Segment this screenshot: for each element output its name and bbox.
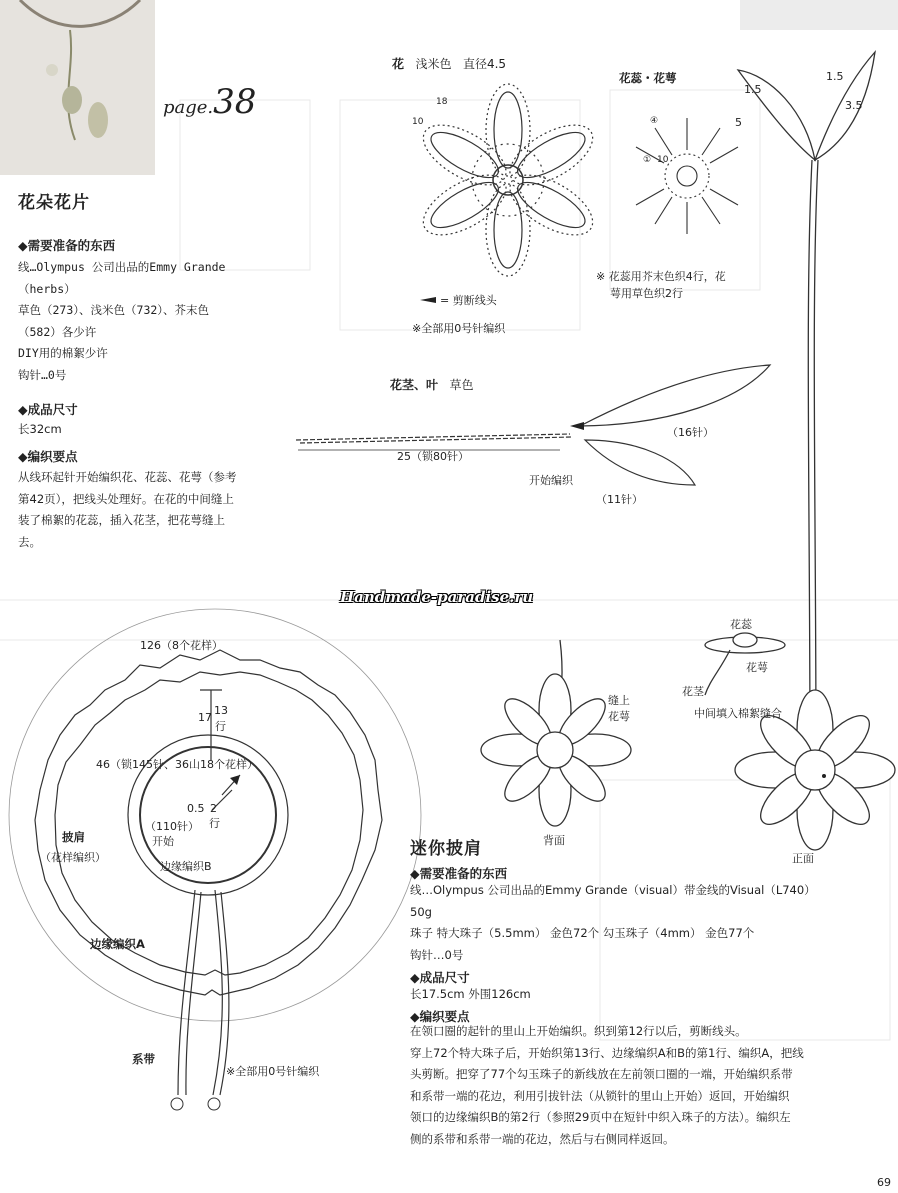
flower-size-text: 长32cm	[18, 422, 62, 436]
cape-section-title: 迷你披肩	[410, 839, 482, 859]
front-view-label: 正面	[792, 852, 814, 865]
materials-line: 钩针…0号	[18, 367, 67, 382]
tips-line: 去。	[18, 534, 41, 549]
page-number: 69	[877, 1176, 891, 1189]
assembly-calyx-label: 花萼	[746, 661, 768, 674]
materials-line: 50g	[410, 904, 432, 919]
cut-thread-legend: = 剪断线头	[440, 294, 497, 307]
cape-hook-note: ※全部用0号针编织	[226, 1065, 320, 1078]
tips-line: 第42页），把线头处理好。在花的中间缝上	[18, 491, 234, 506]
leaf-dim-5: 5	[735, 116, 742, 129]
cape-rows-2: 2	[210, 802, 217, 815]
stamen-title: 花蕊・花萼	[619, 71, 677, 85]
cape-top-count: 126（8个花样）	[140, 639, 223, 652]
cape-rows-unit: 行	[215, 720, 226, 733]
cape-rows-17: 17	[198, 711, 212, 724]
flower-diagram-title: 花 浅米色 直径4.5	[392, 57, 507, 71]
cape-tips-text	[410, 1021, 892, 1150]
cape-edge-b: 边缘编织B	[160, 860, 212, 873]
stem-chain-count: 25（锁80针）	[397, 450, 469, 463]
tips-line: 侧的系带和系带一端的花边，然后与右侧同样返回。	[410, 1131, 675, 1146]
cape-size-text: 长17.5cm 外围126cm	[410, 987, 531, 1001]
assembly-stem-label: 花茎	[682, 685, 704, 698]
watermark: Handmade-paradise.ru	[340, 588, 534, 606]
start-label: 开始编织	[529, 474, 573, 487]
page-label: page.38	[163, 82, 257, 122]
leaf-dim-1-5-left: 1.5	[744, 83, 762, 96]
cape-rows-2-unit: 行	[209, 817, 220, 830]
stamen-round-10: 10	[657, 155, 669, 165]
flower-section-title: 花朵花片	[18, 193, 90, 213]
sew-calyx-line-1: 缝上	[608, 694, 630, 707]
flower-size-heading: ◆成品尺寸	[18, 402, 78, 417]
materials-line: 珠子 特大珠子（5.5mm） 金色72个 勾玉珠子（4mm） 金色77个	[410, 926, 755, 940]
flower-hook-note: ※全部用0号针编织	[412, 322, 506, 335]
cape-label: 披肩	[62, 830, 85, 844]
leaf-top-count: （16针）	[667, 426, 714, 439]
back-view-label: 背面	[543, 834, 565, 847]
tips-line: 从线环起针开始编织花、花蕊、花萼（参考	[18, 470, 237, 484]
round-18-label: 18	[436, 97, 448, 107]
stamen-round-1: ①	[643, 155, 652, 165]
leaf-bottom-count: （11针）	[596, 493, 643, 506]
materials-line: 草色（273）、浅米色（732）、芥末色	[18, 303, 210, 317]
cape-materials-list	[410, 880, 890, 966]
stem-title: 花茎、叶 草色	[390, 378, 474, 392]
cape-tie-label: 系带	[132, 1052, 155, 1066]
cape-materials-heading: ◆需要准备的东西	[410, 866, 508, 881]
leaf-dim-1-5-right: 1.5	[826, 70, 844, 83]
sew-calyx-line-2: 花萼	[608, 710, 630, 723]
leaf-dim-3-5: 3.5	[845, 99, 863, 112]
cape-edge-a: 边缘编织A	[90, 937, 145, 951]
flower-tips-heading: ◆编织要点	[18, 449, 78, 464]
materials-line: 线…Olympus 公司出品的Emmy Grande	[18, 260, 226, 274]
tips-line: 头剪断。把穿了77个勾玉珠子的新线放在左前领口圈的一端，开始编织系带	[410, 1067, 793, 1081]
fill-cotton-note: 中间填入棉絮缝合	[694, 707, 782, 720]
materials-line: （herbs）	[18, 281, 76, 296]
round-10-label: 10	[412, 117, 424, 127]
assembly-stamen-label: 花蕊	[730, 618, 752, 631]
flower-materials-heading: ◆需要准备的东西	[18, 238, 116, 253]
stamen-note-1: ※ 花蕊用芥末色织4行，花	[596, 270, 726, 283]
tips-line: 穿上72个特大珠子后，开始织第13行、边缘编织A和B的第1行、编织A，把线	[410, 1045, 804, 1060]
stamen-round-4: ④	[650, 116, 659, 126]
stamen-note-2: 萼用草色织2行	[610, 287, 683, 300]
cape-size-heading: ◆成品尺寸	[410, 970, 470, 985]
cape-pattern-label: （花样编织）	[40, 851, 106, 864]
materials-line: （582）各少许	[18, 324, 97, 339]
tips-line: 和系带一端的花边，利用引拔针法（从锁针的里山上开始）返回，开始编织	[410, 1088, 790, 1103]
materials-line: 钩针…0号	[410, 947, 464, 962]
cape-dim-0-5: 0.5	[187, 802, 205, 815]
cape-start-count: （110针）	[145, 820, 199, 833]
cape-collar-count: 46（锁145针、36山18个花样）	[96, 758, 258, 771]
materials-line: 线…Olympus 公司出品的Emmy Grande（visual）带金线的Visual（L740）	[410, 883, 816, 897]
tips-line: 在领口圈的起针的里山上开始编织。织到第12行以后，剪断线头。	[410, 1024, 747, 1038]
cape-tips-heading: ◆编织要点	[410, 1009, 470, 1024]
cape-start-label: 开始	[152, 835, 174, 848]
materials-line: DIY用的棉絮少许	[18, 346, 108, 360]
cape-rows-13: 13	[214, 704, 228, 717]
tips-line: 装了棉絮的花蕊，插入花茎，把花萼缝上	[18, 513, 225, 527]
tips-line: 领口的边缘编织B的第2行（参照29页中在短针中织入珠子的方法）。编织左	[410, 1110, 791, 1124]
